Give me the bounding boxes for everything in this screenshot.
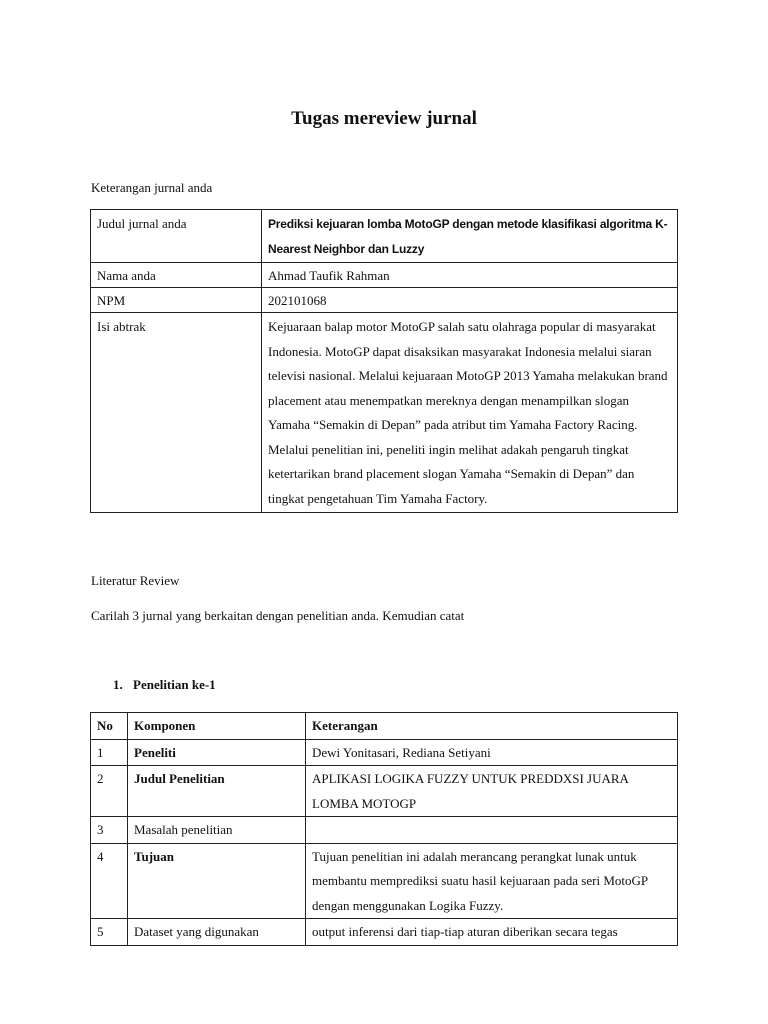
row-no: 3	[91, 817, 128, 844]
row-keterangan: output inferensi dari tiap-tiap aturan diberikan secara tegas	[306, 919, 678, 946]
nama-key: Nama anda	[91, 263, 262, 288]
table-row	[91, 919, 678, 946]
section-title: Penelitian ke-1	[133, 677, 216, 692]
intro-label: Keterangan jurnal anda	[91, 180, 213, 195]
page-title: Tugas mereview jurnal	[291, 108, 477, 129]
row-keterangan: Tujuan penelitian ini adalah merancang perangkat lunak untuk membantu memprediksi suatu hasil kejuaraan pada seri MotoGP dengan menggunakan Logika Fuzzy.	[306, 843, 678, 919]
row-komponen: Peneliti	[128, 739, 306, 766]
row-keterangan: Dewi Yonitasari, Rediana Setiyani	[306, 739, 678, 766]
row-komponen: Masalah penelitian	[128, 817, 306, 844]
row-no: 2	[91, 766, 128, 817]
table-row	[91, 766, 678, 817]
table-row	[91, 739, 678, 766]
header-komponen: Komponen	[128, 713, 306, 740]
journal-info-table	[90, 209, 678, 513]
row-no: 4	[91, 843, 128, 919]
npm-key: NPM	[91, 288, 262, 313]
row-komponen: Dataset yang digunakan	[128, 919, 306, 946]
research-table	[90, 712, 678, 946]
instruction-text: Carilah 3 jurnal yang berkaitan dengan penelitian anda. Kemudian catat	[91, 608, 465, 623]
header-no: No	[91, 713, 128, 740]
table-row	[91, 817, 678, 844]
row-no: 5	[91, 919, 128, 946]
row-no: 1	[91, 739, 128, 766]
nama-value: Ahmad Taufik Rahman	[262, 263, 678, 288]
row-komponen: Judul Penelitian	[128, 766, 306, 817]
header-keterangan: Keterangan	[306, 713, 678, 740]
table-row	[91, 263, 678, 288]
row-keterangan	[306, 817, 678, 844]
table-row	[91, 288, 678, 313]
abstrak-key: Isi abtrak	[91, 313, 262, 513]
literatur-label: Literatur Review	[91, 573, 180, 588]
judul-key: Judul jurnal anda	[91, 210, 262, 263]
npm-value: 202101068	[262, 288, 678, 313]
row-keterangan: APLIKASI LOGIKA FUZZY UNTUK PREDDXSI JUARA LOMBA MOTOGP	[306, 766, 678, 817]
table-row	[91, 210, 678, 263]
table-row	[91, 843, 678, 919]
table-header-row	[91, 713, 678, 740]
section-heading	[113, 677, 216, 693]
section-number: 1.	[113, 677, 123, 692]
judul-value: Prediksi kejuaran lomba MotoGP dengan metode klasifikasi algoritma K-Nearest Neighbor dan Luzzy	[262, 210, 678, 263]
table-row	[91, 313, 678, 513]
row-komponen: Tujuan	[128, 843, 306, 919]
abstrak-value: Kejuaraan balap motor MotoGP salah satu olahraga popular di masyarakat Indonesia. MotoGP dapat disaksikan masyarakat Indonesia melalui siaran televisi nasional. Melalui kejuaraan MotoGP 2013 Yamaha melakukan brand placement atau menempatkan mereknya dengan menampilkan slogan Yamaha “Semakin di Depan” pada atribut tim Yamaha Factory Racing. Melalui penelitian ini, peneliti ingin melihat adakah pengaruh tingkat ketertarikan brand placement slogan Yamaha “Semakin di Depan” dan tingkat pengetahuan Tim Yamaha Factory.	[262, 313, 678, 513]
